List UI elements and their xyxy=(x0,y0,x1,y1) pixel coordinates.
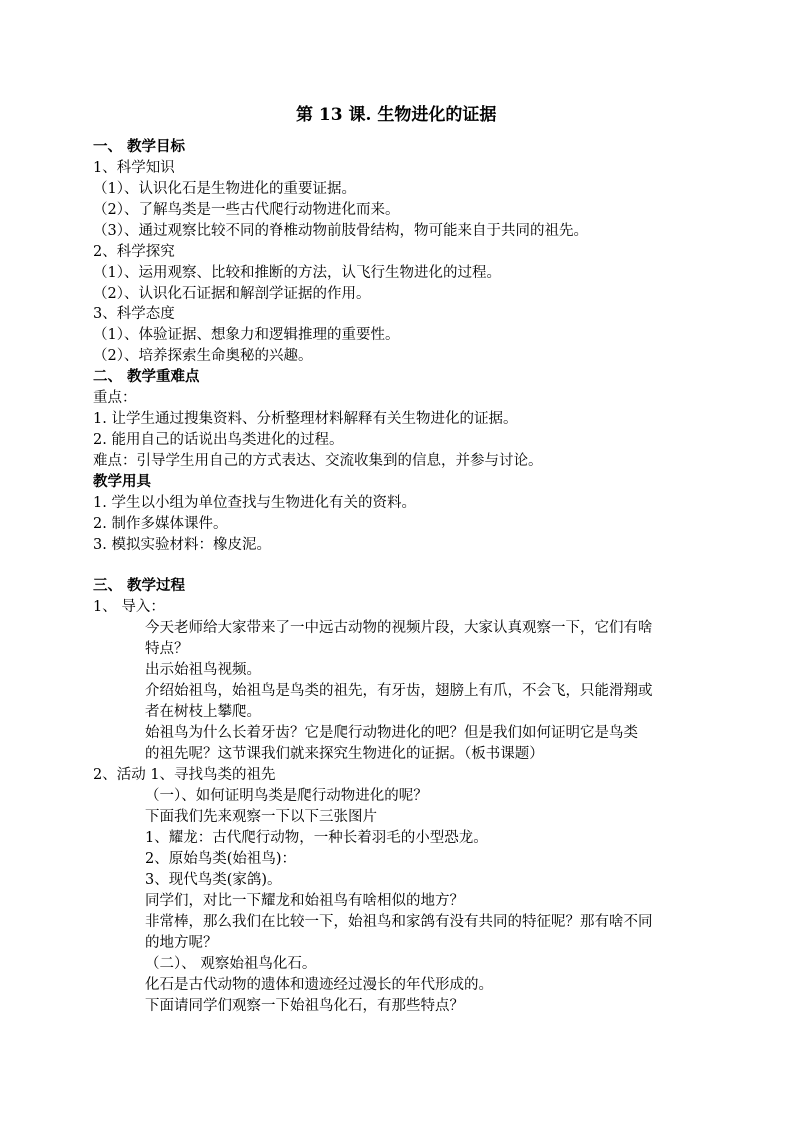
attitude-item-1: （1）、体验证据、想象力和逻辑推理的重要性。 xyxy=(93,327,400,343)
activity-image-3: 3、现代鸟类(家鸽)。 xyxy=(145,872,282,888)
knowledge-item-2: （2）、了解鸟类是一些古代爬行动物进化而来。 xyxy=(93,202,400,218)
intro-paragraph-4b: 的祖先呢？这节课我们就来探究生物进化的证据。（板书课题） xyxy=(145,746,544,762)
activity-image-1: 1、耀龙：古代爬行动物，一种长着羽毛的小型恐龙。 xyxy=(145,830,488,846)
activity-part-1-heading: （一）、如何证明鸟类是爬行动物进化的呢？ xyxy=(145,788,428,804)
fossil-definition: 化石是古代动物的遗体和遗迹经过漫长的年代形成的。 xyxy=(145,977,493,993)
intro-paragraph-4a: 始祖鸟为什么长着牙齿？它是爬行动物进化的吧？但是我们如何证明它是鸟类 xyxy=(145,725,638,741)
inquiry-item-1: （1）、运用观察、比较和推断的方法，认飞行生物进化的过程。 xyxy=(93,265,501,281)
intro-paragraph-3b: 者在树枝上攀爬。 xyxy=(145,704,261,720)
intro-paragraph-3a: 介绍始祖鸟，始祖鸟是鸟类的祖先，有牙齿，翅膀上有爪，不会飞，只能滑翔或 xyxy=(145,683,653,699)
activity-image-2: 2、原始鸟类(始祖鸟)： xyxy=(145,851,297,867)
subheading-science-attitude: 3、科学态度 xyxy=(93,306,175,322)
lesson-title: 第 13 课. 生物进化的证据 xyxy=(296,105,497,125)
section-heading-objectives: 一、 教学目标 xyxy=(93,138,186,155)
step-introduction: 1、 导入： xyxy=(93,599,165,615)
intro-paragraph-1b: 特点？ xyxy=(145,641,189,657)
key-point-1: 1. 让学生通过搜集资料、分析整理材料解释有关生物进化的证据。 xyxy=(93,411,518,427)
knowledge-item-3: （3）、通过观察比较不同的脊椎动物前肢骨结构，物可能来自于共同的祖先。 xyxy=(93,223,588,239)
key-point-label: 重点： xyxy=(93,390,137,406)
section-heading-process: 三、 教学过程 xyxy=(93,577,186,594)
activity-part-2-heading: （二）、 观察始祖鸟化石。 xyxy=(145,956,317,972)
difficulty-line: 难点：引导学生用自己的方式表达、交流收集到的信息，并参与讨论。 xyxy=(93,453,543,469)
inquiry-item-2: （2）、认识化石证据和解剖学证据的作用。 xyxy=(93,286,371,302)
activity-question-2b: 的地方呢？ xyxy=(145,935,218,951)
subheading-science-inquiry: 2、科学探究 xyxy=(93,244,175,260)
section-heading-materials: 教学用具 xyxy=(93,473,151,490)
material-item-2: 2. 制作多媒体课件。 xyxy=(93,516,228,532)
step-activity-1: 2、活动 1、寻找鸟类的祖先 xyxy=(93,767,276,783)
key-point-2: 2. 能用自己的话说出鸟类进化的过程。 xyxy=(93,432,344,448)
activity-question-2a: 非常棒，那么我们在比较一下，始祖鸟和家鸽有没有共同的特征呢？那有啥不同 xyxy=(145,914,653,930)
section-heading-key-points: 二、 教学重难点 xyxy=(93,368,200,385)
activity-line-1: 下面我们先来观察一下以下三张图片 xyxy=(145,809,377,825)
intro-paragraph-2: 出示始祖鸟视频。 xyxy=(145,662,261,678)
material-item-3: 3. 模拟实验材料：橡皮泥。 xyxy=(93,537,271,553)
intro-paragraph-1a: 今天老师给大家带来了一中远古动物的视频片段，大家认真观察一下，它们有啥 xyxy=(145,620,653,636)
knowledge-item-1: （1）、认识化石是生物进化的重要证据。 xyxy=(93,181,356,197)
fossil-question: 下面请同学们观察一下始祖鸟化石，有那些特点？ xyxy=(145,998,464,1014)
subheading-science-knowledge: 1、科学知识 xyxy=(93,160,175,176)
activity-question-1: 同学们，对比一下耀龙和始祖鸟有啥相似的地方？ xyxy=(145,893,464,909)
attitude-item-2: （2）、培养探索生命奥秘的兴趣。 xyxy=(93,348,313,364)
material-item-1: 1. 学生以小组为单位查找与生物进化有关的资料。 xyxy=(93,495,416,511)
